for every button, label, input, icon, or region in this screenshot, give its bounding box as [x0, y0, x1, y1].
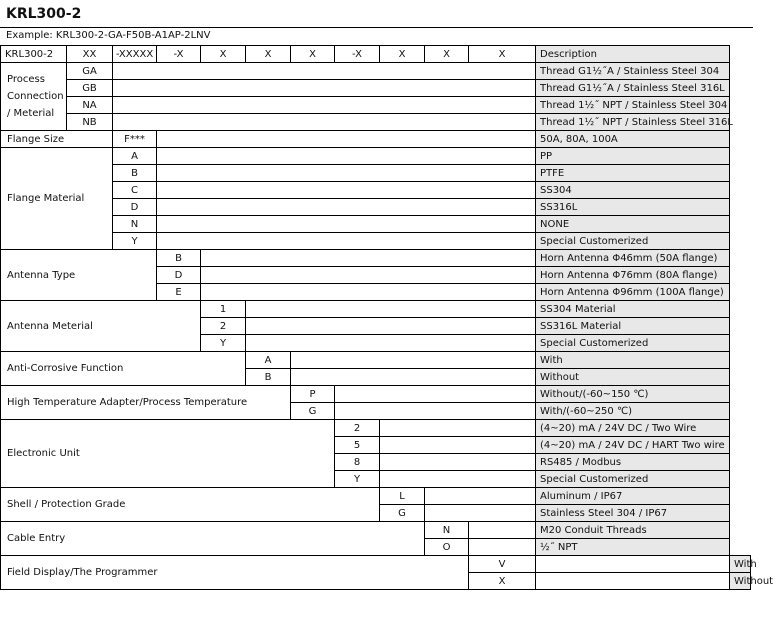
option-row: [1, 97, 751, 114]
header-cell: -X: [335, 46, 380, 63]
empty-cell: [113, 114, 536, 131]
option-row: [1, 165, 751, 182]
header-cell: -XXXXX: [113, 46, 157, 63]
option-code: GA: [67, 63, 113, 80]
option-description: SS316L: [536, 199, 730, 216]
model-selection-table: [0, 45, 773, 590]
group-label: Anti-Corrosive Function: [1, 352, 246, 386]
option-description: SS304 Material: [536, 301, 730, 318]
empty-cell: [380, 437, 536, 454]
option-row: [1, 250, 751, 267]
empty-cell: [469, 539, 536, 556]
option-code: P: [291, 386, 335, 403]
option-description: Horn Antenna Φ96mm (100A flange): [536, 284, 730, 301]
option-code: 1: [201, 301, 246, 318]
empty-cell: [425, 505, 536, 522]
option-row: [1, 148, 751, 165]
empty-cell: [157, 199, 536, 216]
empty-cell: [425, 488, 536, 505]
option-description: Thread G1½˝A / Stainless Steel 316L: [536, 80, 730, 97]
option-row: [1, 233, 751, 250]
option-row: [1, 182, 751, 199]
header-cell: Description: [536, 46, 730, 63]
option-description: Horn Antenna Φ46mm (50A flange): [536, 250, 730, 267]
option-code: C: [113, 182, 157, 199]
option-code: Y: [335, 471, 380, 488]
option-row: [1, 199, 751, 216]
option-code: 5: [335, 437, 380, 454]
header-cell: XX: [67, 46, 113, 63]
header-cell: KRL300-2: [1, 46, 67, 63]
empty-cell: [335, 403, 536, 420]
option-description: Thread 1½˝ NPT / Stainless Steel 316L: [536, 114, 730, 131]
group-label: Process Connection / Meterial: [1, 63, 67, 131]
option-description: Aluminum / IP67: [536, 488, 730, 505]
option-description: 50A, 80A, 100A: [536, 131, 730, 148]
option-row: [1, 556, 751, 573]
option-code: GB: [67, 80, 113, 97]
empty-cell: [201, 267, 536, 284]
option-code: NA: [67, 97, 113, 114]
option-description: NONE: [536, 216, 730, 233]
empty-cell: [113, 97, 536, 114]
empty-cell: [157, 131, 536, 148]
group-label: High Temperature Adapter/Process Temperature: [1, 386, 291, 420]
option-description: Without: [730, 573, 751, 590]
divider: [0, 27, 753, 28]
option-row: [1, 352, 751, 369]
option-code: B: [246, 369, 291, 386]
option-row: [1, 114, 751, 131]
option-code: D: [113, 199, 157, 216]
option-row: [1, 80, 751, 97]
option-description: Special Customerized: [536, 335, 730, 352]
option-code: B: [157, 250, 201, 267]
option-description: SS304: [536, 182, 730, 199]
option-description: Thread G1½˝A / Stainless Steel 304: [536, 63, 730, 80]
option-description: (4~20) mA / 24V DC / Two Wire: [536, 420, 730, 437]
header-row: [1, 46, 751, 63]
empty-cell: [201, 284, 536, 301]
header-cell: X: [246, 46, 291, 63]
group-label: Antenna Meterial: [1, 301, 201, 352]
option-description: (4~20) mA / 24V DC / HART Two wire: [536, 437, 730, 454]
empty-cell: [246, 335, 536, 352]
option-code: 2: [335, 420, 380, 437]
option-description: RS485 / Modbus: [536, 454, 730, 471]
option-description: Special Customerized: [536, 233, 730, 250]
group-label: Flange Material: [1, 148, 113, 250]
empty-cell: [157, 148, 536, 165]
empty-cell: [291, 369, 536, 386]
empty-cell: [201, 250, 536, 267]
option-code: O: [425, 539, 469, 556]
group-label: Electronic Unit: [1, 420, 335, 488]
header-cell: X: [380, 46, 425, 63]
empty-cell: [157, 165, 536, 182]
option-description: Horn Antenna Φ76mm (80A flange): [536, 267, 730, 284]
header-cell: X: [291, 46, 335, 63]
group-label: Shell / Protection Grade: [1, 488, 380, 522]
page-title: KRL300-2: [6, 6, 82, 22]
option-code: N: [425, 522, 469, 539]
option-code: 8: [335, 454, 380, 471]
empty-cell: [380, 420, 536, 437]
option-description: Without/(-60~150 ℃): [536, 386, 730, 403]
empty-cell: [113, 63, 536, 80]
option-description: Without: [536, 369, 730, 386]
option-row: [1, 522, 751, 539]
empty-cell: [335, 386, 536, 403]
empty-cell: [157, 182, 536, 199]
header-cell: -X: [157, 46, 201, 63]
option-code: G: [380, 505, 425, 522]
empty-cell: [536, 556, 730, 573]
option-description: M20 Conduit Threads: [536, 522, 730, 539]
option-row: [1, 131, 751, 148]
empty-cell: [380, 454, 536, 471]
option-code: G: [291, 403, 335, 420]
option-code: L: [380, 488, 425, 505]
empty-cell: [469, 522, 536, 539]
option-code: Y: [113, 233, 157, 250]
option-code: E: [157, 284, 201, 301]
empty-cell: [157, 233, 536, 250]
empty-cell: [113, 80, 536, 97]
option-code: F***: [113, 131, 157, 148]
empty-cell: [536, 573, 730, 590]
option-row: [1, 420, 751, 437]
option-code: A: [246, 352, 291, 369]
group-label: Cable Entry: [1, 522, 425, 556]
empty-cell: [246, 301, 536, 318]
option-code: X: [469, 573, 536, 590]
option-row: [1, 216, 751, 233]
empty-cell: [157, 216, 536, 233]
option-description: With/(-60~250 ℃): [536, 403, 730, 420]
option-description: Special Customerized: [536, 471, 730, 488]
option-code: 2: [201, 318, 246, 335]
option-row: [1, 386, 751, 403]
option-code: B: [113, 165, 157, 182]
option-code: D: [157, 267, 201, 284]
option-row: [1, 301, 751, 318]
option-code: NB: [67, 114, 113, 131]
option-description: With: [536, 352, 730, 369]
option-description: PTFE: [536, 165, 730, 182]
group-label: Field Display/The Programmer: [1, 556, 469, 590]
option-description: Stainless Steel 304 / IP67: [536, 505, 730, 522]
group-label: Antenna Type: [1, 250, 157, 301]
group-label: Flange Size: [1, 131, 113, 148]
option-description: Thread 1½˝ NPT / Stainless Steel 304: [536, 97, 730, 114]
option-code: V: [469, 556, 536, 573]
option-code: N: [113, 216, 157, 233]
header-cell: X: [469, 46, 536, 63]
option-row: [1, 488, 751, 505]
option-code: Y: [201, 335, 246, 352]
option-row: [1, 63, 751, 80]
header-cell: X: [425, 46, 469, 63]
option-description: ½˝ NPT: [536, 539, 730, 556]
empty-cell: [291, 352, 536, 369]
option-code: A: [113, 148, 157, 165]
empty-cell: [380, 471, 536, 488]
example-code: Example: KRL300-2-GA-F50B-A1AP-2LNV: [6, 30, 211, 41]
option-description: PP: [536, 148, 730, 165]
header-cell: X: [201, 46, 246, 63]
option-description: SS316L Material: [536, 318, 730, 335]
option-description: With: [730, 556, 751, 573]
empty-cell: [246, 318, 536, 335]
